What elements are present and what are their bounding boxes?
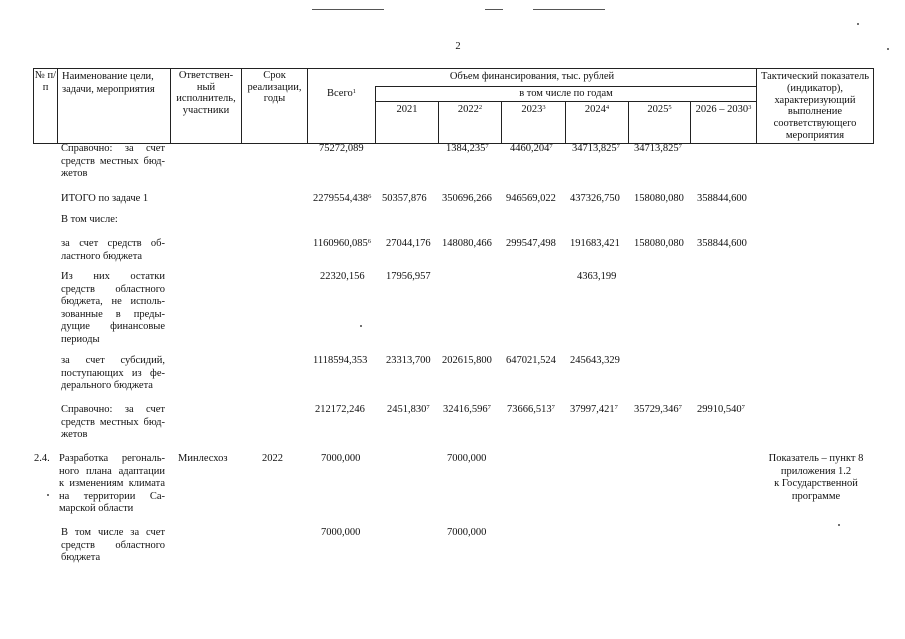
col-line bbox=[57, 68, 58, 144]
header-term: Срок реализации, годы bbox=[247, 70, 302, 104]
row-value-2024: 37997,421$^7$ bbox=[570, 404, 618, 415]
row-value-2026-2030: 358844,600 bbox=[697, 238, 747, 249]
row-total: 7000,000 bbox=[321, 453, 361, 464]
table-top-border bbox=[33, 68, 873, 69]
top-rule-1 bbox=[312, 9, 384, 10]
row-value-2022: 1384,235$^7$ bbox=[446, 143, 489, 154]
row-value-2022: 202615,800 bbox=[442, 355, 492, 366]
row-value-2021: 23313,700 bbox=[386, 355, 431, 366]
row-term: 2022 bbox=[262, 453, 283, 464]
row-value-2023: 946569,022 bbox=[506, 193, 556, 204]
row-total: 1118594,353 bbox=[313, 355, 368, 366]
top-rule-2 bbox=[485, 9, 503, 10]
row-value-2022: 148080,466 bbox=[442, 238, 492, 249]
row-total: 75272,089 bbox=[319, 143, 364, 154]
header-year-2021: 2021 bbox=[396, 104, 418, 115]
row-total: 2279554,438$^6$ bbox=[313, 193, 372, 204]
row-name: за счет средств об- ластного бюджета bbox=[61, 238, 165, 262]
scan-speck bbox=[857, 23, 859, 25]
row-value-2021: 27044,176 bbox=[386, 238, 431, 249]
scan-speck bbox=[887, 48, 889, 50]
row-total: 7000,000 bbox=[321, 527, 361, 538]
row-value-2021: 50357,876 bbox=[382, 193, 427, 204]
row-value-2026-2030: 29910,540$^7$ bbox=[697, 404, 745, 415]
header-responsible: Ответствен- ный исполнитель, участники bbox=[176, 70, 236, 116]
row-value-2021: 17956,957 bbox=[386, 271, 431, 282]
row-value-2025: 158080,080 bbox=[634, 193, 684, 204]
row-value-2023: 299547,498 bbox=[506, 238, 556, 249]
scan-speck bbox=[360, 325, 362, 327]
scan-speck bbox=[838, 524, 840, 526]
row-name: Справочно: за счет средств местных бюд- жетов bbox=[61, 404, 165, 440]
row-name: Разработка регональ- ного плана адаптации к изменениям климата на территории Са- марской области bbox=[59, 453, 165, 514]
row-value-2023: 4460,204$^7$ bbox=[510, 143, 553, 154]
header-year-2026-2030: 2026 – 2030$^3$ bbox=[695, 104, 752, 115]
row-total: 212172,246 bbox=[315, 404, 365, 415]
row-total: 22320,156 bbox=[320, 271, 365, 282]
scan-speck bbox=[47, 494, 49, 496]
row-name: Из них остатки средств областного бюджета, не исполь- зованные в преды- дущие финансовые периоды bbox=[61, 271, 165, 345]
row-number: 2.4. bbox=[34, 453, 50, 464]
row-name: Справочно: за счет средств местных бюд- жетов bbox=[61, 143, 165, 179]
row-value-2023: 647021,524 bbox=[506, 355, 556, 366]
row-value-2022: 7000,000 bbox=[447, 453, 487, 464]
top-rule-3 bbox=[533, 9, 605, 10]
header-year-2023: 2023$^3$ bbox=[521, 104, 546, 115]
row-value-2024: 191683,421 bbox=[570, 238, 620, 249]
header-financing: Объем финансирования, тыс. рублей bbox=[449, 71, 615, 82]
header-indicator: Тактический показатель (индикатор), характеризующий выполнение соответствующего мероприятия bbox=[760, 71, 870, 141]
row-value-2022: 350696,266 bbox=[442, 193, 492, 204]
row-value-2021: 2451,830$^7$ bbox=[387, 404, 430, 415]
row-value-2025: 34713,825$^7$ bbox=[634, 143, 682, 154]
row-name: В том числе за счет средств областного бюджета bbox=[61, 527, 165, 563]
page-number: 2 bbox=[455, 41, 461, 52]
row-value-2025: 35729,346$^7$ bbox=[634, 404, 682, 415]
row-value-2023: 73666,513$^7$ bbox=[507, 404, 555, 415]
row-value-2022: 32416,596$^7$ bbox=[443, 404, 491, 415]
row-total: 1160960,085$^6$ bbox=[313, 238, 371, 249]
header-year-2025: 2025$^5$ bbox=[647, 104, 672, 115]
row-value-2024: 4363,199 bbox=[577, 271, 617, 282]
header-num: № п/п bbox=[34, 70, 57, 93]
row-value-2026-2030: 358844,600 bbox=[697, 193, 747, 204]
header-year-2024: 2024$^4$ bbox=[584, 104, 610, 115]
row-value-2024: 437326,750 bbox=[570, 193, 620, 204]
header-total: Всего$^1$ bbox=[327, 88, 356, 99]
row-name: В том числе: bbox=[61, 214, 118, 225]
row-indicator: Показатель – пункт 8 приложения 1.2 к Государственной программе bbox=[768, 453, 864, 502]
row-name: за счет субсидий, поступающих из фе- дерального бюджета bbox=[61, 355, 165, 391]
header-year-2022: 2022$^2$ bbox=[457, 104, 483, 115]
header-years-group: в том числе по годам bbox=[519, 88, 613, 99]
row-value-2024: 34713,825$^7$ bbox=[572, 143, 620, 154]
header-name: Наименование цели, задачи, мероприятия bbox=[62, 71, 155, 95]
row-value-2024: 245643,329 bbox=[570, 355, 620, 366]
row-value-2022: 7000,000 bbox=[447, 527, 487, 538]
row-value-2025: 158080,080 bbox=[634, 238, 684, 249]
row-name: ИТОГО по задаче 1 bbox=[61, 193, 149, 204]
years-group-top-border bbox=[375, 86, 756, 87]
row-responsible: Минлесхоз bbox=[178, 453, 228, 464]
col-line bbox=[873, 68, 874, 144]
